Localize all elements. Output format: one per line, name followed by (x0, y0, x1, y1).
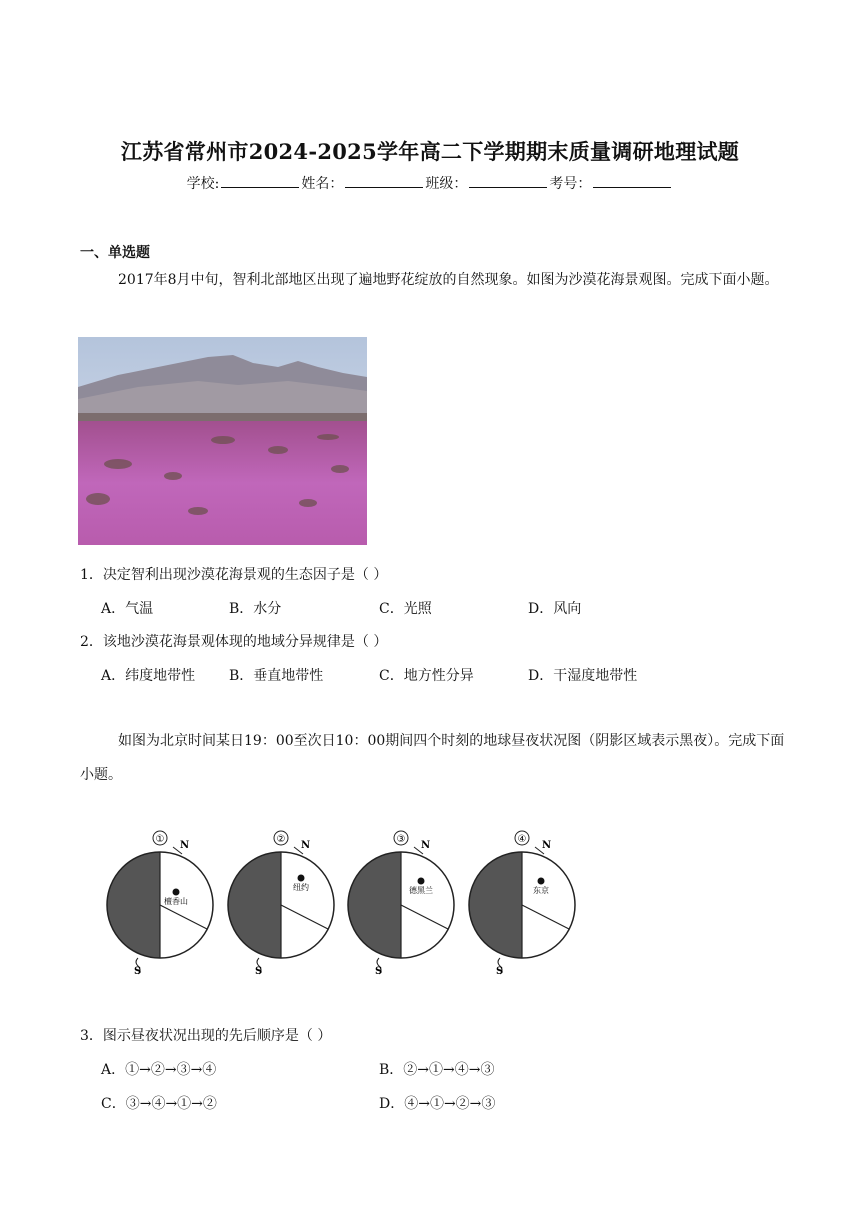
globe-4 (462, 826, 582, 980)
globe-number: ② (276, 834, 286, 845)
passage-2: 如图为北京时间某日19：00至次日10：00期间四个时刻的地球昼夜状况图（阴影区域表示黑夜）。完成下面小题。 (80, 733, 785, 783)
north-label: N (301, 840, 311, 851)
class-label: 班级： (425, 176, 468, 192)
q1-option-a[interactable]: A．气温 (101, 601, 154, 617)
q1-option-c[interactable]: C．光照 (379, 601, 432, 617)
q3-option-c[interactable]: C．③→④→①→② (101, 1096, 217, 1112)
globe-1 (100, 826, 220, 980)
q2-option-b[interactable]: B．垂直地带性 (229, 668, 324, 684)
school-blank[interactable] (221, 173, 299, 188)
q3-option-d[interactable]: D．④→①→②→③ (379, 1096, 496, 1112)
question-2-stem: 2．该地沙漠花海景观体现的地域分异规律是（ ） (80, 634, 388, 650)
north-label: N (180, 840, 190, 851)
south-label: S (255, 966, 263, 976)
question-1-stem: 1．决定智利出现沙漠花海景观的生态因子是（ ） (80, 567, 388, 583)
page-title: 江苏省常州市2024-2025学年高二下学期期末质量调研地理试题 (120, 139, 740, 164)
passage-1: 2017年8月中旬，智利北部地区出现了遍地野花绽放的自然现象。如图为沙漠花海景观图。完成下面小题。 (118, 272, 779, 288)
city-label: 东京 (533, 886, 549, 895)
q2-option-c[interactable]: C．地方性分异 (379, 668, 474, 684)
south-label: S (134, 966, 142, 976)
q2-option-d[interactable]: D．干湿度地带性 (528, 668, 638, 684)
question-3-stem: 3．图示昼夜状况出现的先后顺序是（ ） (80, 1028, 332, 1044)
name-blank[interactable] (345, 173, 423, 188)
q1-option-d[interactable]: D．风向 (528, 601, 582, 617)
city-label: 纽约 (293, 883, 309, 892)
q3-option-a[interactable]: A．①→②→③→④ (101, 1062, 217, 1078)
city-label: 檀香山 (164, 897, 188, 906)
city-label: 德黑兰 (409, 886, 433, 895)
q2-option-a[interactable]: A．纬度地带性 (101, 668, 196, 684)
globe-number: ④ (517, 834, 527, 845)
number-label: 考号： (549, 176, 592, 192)
q3-option-b[interactable]: B．②→①→④→③ (379, 1062, 495, 1078)
school-label: 学校: (186, 176, 220, 192)
globe-number: ① (155, 834, 165, 845)
number-blank[interactable] (593, 173, 671, 188)
globe-number: ③ (396, 834, 406, 845)
student-info-line (0, 173, 860, 193)
class-blank[interactable] (469, 173, 547, 188)
globe-3 (341, 826, 461, 980)
name-label: 姓名： (301, 176, 344, 192)
south-label: S (496, 966, 504, 976)
north-label: N (421, 840, 431, 851)
section-heading: 一、单选题 (80, 245, 150, 261)
south-label: S (375, 966, 383, 976)
north-label: N (542, 840, 552, 851)
desert-flower-photo (78, 337, 367, 545)
q1-option-b[interactable]: B．水分 (229, 601, 282, 617)
globe-2 (221, 826, 341, 980)
